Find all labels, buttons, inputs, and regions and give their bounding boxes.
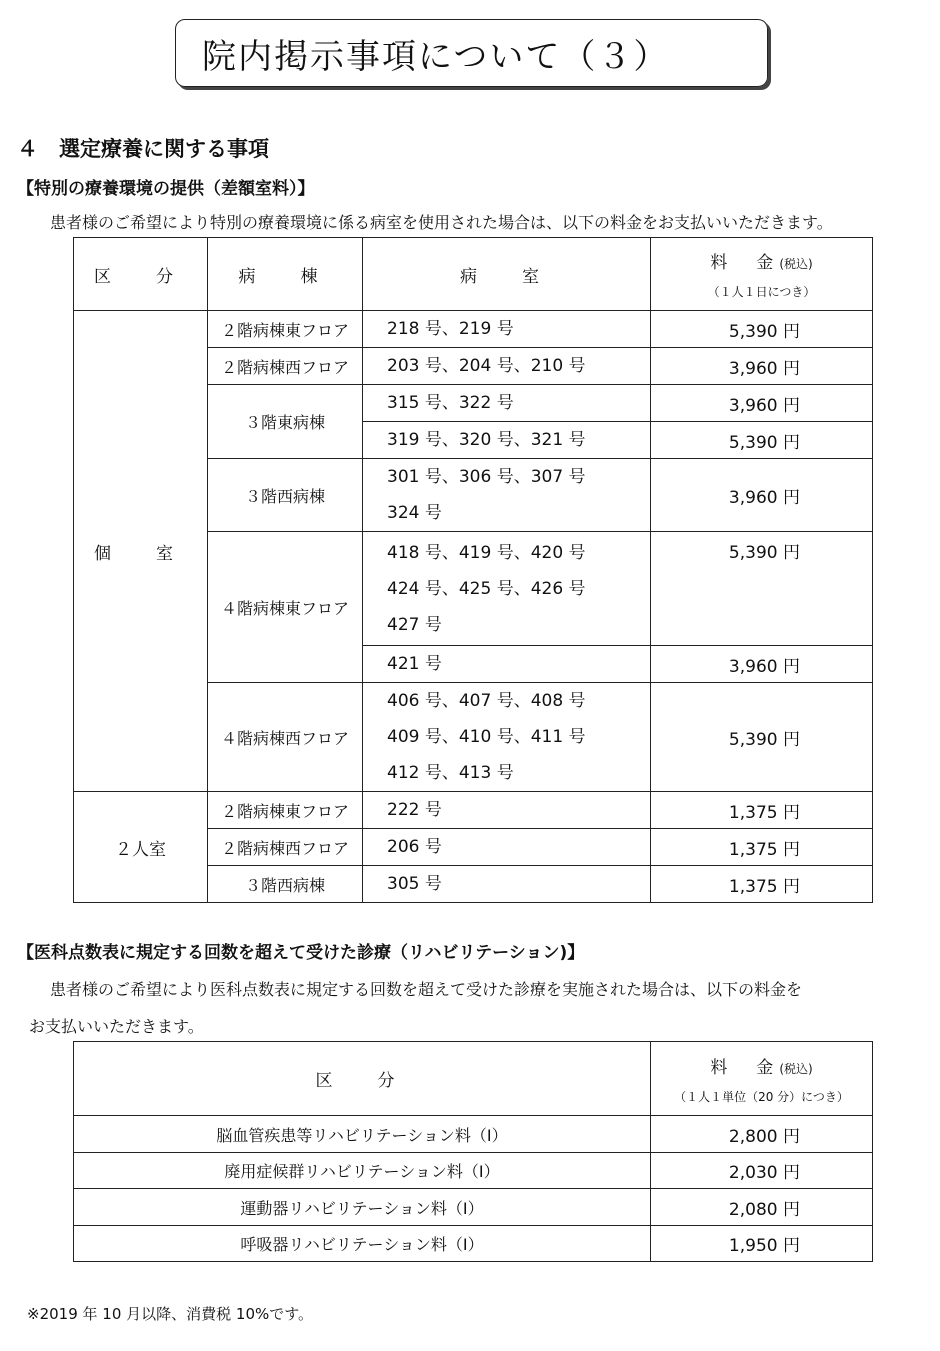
room-cell [363, 792, 651, 829]
rehab-paragraph-2: お支払いいただきます。 [29, 1017, 204, 1036]
fee-cell: 2,080 円 [651, 1189, 873, 1226]
room-line: 218 号、219 号 [387, 319, 514, 339]
rehab-fee-table [73, 1041, 873, 1262]
fee-cell: 5,390 円 [651, 683, 873, 792]
fee-cell: 3,960 円 [651, 459, 873, 532]
room-line: 427 号 [387, 614, 442, 635]
table-row [74, 1189, 873, 1226]
ward-cell: ２階病棟東フロア [208, 311, 363, 348]
fee-cell: 1,375 円 [651, 829, 873, 866]
room-line: 305 号 [387, 874, 442, 894]
table-row [74, 792, 873, 829]
rehab-sub-heading: 【医科点数表に規定する回数を超えて受けた診療（リハビリテーション)】 [17, 943, 585, 963]
room-cell [363, 532, 651, 646]
room-cell [363, 646, 651, 683]
ward-cell: ２階病棟西フロア [208, 348, 363, 385]
room-cell [363, 829, 651, 866]
rehab-name-cell: 廃用症候群リハビリテーション料（Ⅰ） [74, 1153, 651, 1189]
room-cell [363, 311, 651, 348]
header-category: 区 分 [74, 1042, 651, 1116]
page-title: 院内掲示事項について（３） [175, 19, 768, 87]
ward-cell: ４階病棟東フロア [208, 532, 363, 683]
room-line: 418 号、419 号、420 号 [387, 542, 586, 563]
table-row [74, 1153, 873, 1189]
room-sub-heading: 【特別の療養環境の提供（差額室料）】 [17, 179, 315, 199]
header-room: 病 室 [363, 238, 651, 311]
room-cell [363, 422, 651, 459]
fee-cell: 1,950 円 [651, 1226, 873, 1262]
fee-cell: 3,960 円 [651, 385, 873, 422]
table-row [74, 311, 873, 348]
table-row [74, 1116, 873, 1153]
room-line: 222 号 [387, 800, 442, 820]
header-fee-note: （１人１日につき） [707, 285, 816, 299]
header-ward: 病 棟 [208, 238, 363, 311]
header-fee [651, 1042, 873, 1116]
section-heading: ４ 選定療養に関する事項 [17, 137, 269, 161]
ward-cell: ３階東病棟 [208, 385, 363, 459]
rehab-name-cell: 運動器リハビリテーション料（Ⅰ） [74, 1189, 651, 1226]
ward-cell: ３階西病棟 [208, 459, 363, 532]
table-header-row [74, 238, 873, 311]
room-line: 421 号 [387, 654, 442, 674]
room-line: 409 号、410 号、411 号 [387, 727, 586, 747]
category-private: 個 室 [74, 311, 208, 792]
fee-cell: 2,800 円 [651, 1116, 873, 1153]
ward-cell: ２階病棟西フロア [208, 829, 363, 866]
category-double: ２人室 [74, 792, 208, 903]
table-header-row [74, 1042, 873, 1116]
rehab-name-cell: 呼吸器リハビリテーション料（Ⅰ） [74, 1226, 651, 1262]
room-line: 406 号、407 号、408 号 [387, 691, 586, 711]
room-cell [363, 385, 651, 422]
rehab-paragraph-1: 患者様のご希望により医科点数表に規定する回数を超えて受けた診療を実施された場合は、以下の料金を [50, 980, 803, 999]
fee-cell: 1,375 円 [651, 792, 873, 829]
room-line: 424 号、425 号、426 号 [387, 578, 586, 599]
fee-cell: 3,960 円 [651, 646, 873, 683]
fee-cell: 5,390 円 [651, 422, 873, 459]
room-line: 206 号 [387, 837, 442, 857]
header-fee-tax: (税込) [779, 1061, 813, 1076]
header-fee [651, 238, 873, 311]
room-line: 301 号、306 号、307 号 [387, 467, 586, 487]
header-fee-label: 料 金 [710, 1057, 780, 1078]
fee-cell: 2,030 円 [651, 1153, 873, 1189]
room-line: 412 号、413 号 [387, 763, 514, 783]
room-fee-table [73, 237, 873, 903]
fee-cell: 5,390 円 [651, 532, 873, 646]
room-line: 315 号、322 号 [387, 393, 514, 413]
table-row [74, 1226, 873, 1262]
ward-cell: ２階病棟東フロア [208, 792, 363, 829]
header-fee-label: 料 金 [710, 253, 780, 273]
fee-cell: 5,390 円 [651, 311, 873, 348]
room-cell [363, 459, 651, 532]
rehab-name-cell: 脳血管疾患等リハビリテーション料（Ⅰ） [74, 1116, 651, 1153]
footnote: ※2019 年 10 月以降、消費税 10%です。 [27, 1305, 314, 1323]
header-category: 区 分 [74, 238, 208, 311]
header-fee-tax: (税込) [779, 257, 813, 271]
ward-cell: ３階西病棟 [208, 866, 363, 903]
room-paragraph: 患者様のご希望により特別の療養環境に係る病室を使用された場合は、以下の料金をお支払いいただきます。 [50, 213, 833, 232]
fee-cell: 3,960 円 [651, 348, 873, 385]
room-line: 319 号、320 号、321 号 [387, 430, 586, 450]
header-fee-note: （１人１単位（20 分）につき） [674, 1089, 849, 1104]
room-line: 324 号 [387, 503, 442, 523]
ward-cell: ４階病棟西フロア [208, 683, 363, 792]
room-line: 203 号、204 号、210 号 [387, 356, 586, 376]
fee-cell: 1,375 円 [651, 866, 873, 903]
room-cell [363, 683, 651, 792]
room-cell [363, 866, 651, 903]
room-cell [363, 348, 651, 385]
